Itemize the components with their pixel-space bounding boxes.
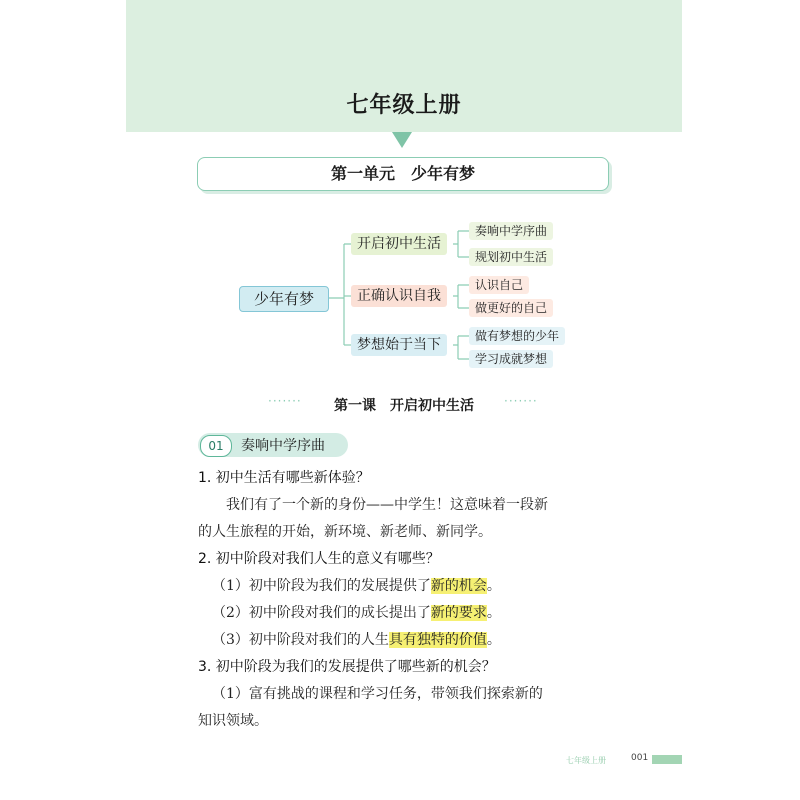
answer-punct: 。 bbox=[486, 578, 501, 594]
mindmap-leaf: 做更好的自己 bbox=[469, 299, 553, 317]
body-content bbox=[198, 465, 618, 735]
connector-b1-leaves bbox=[453, 231, 469, 257]
answer-2-1 bbox=[198, 573, 618, 600]
lesson-dots-right: ······· bbox=[504, 394, 538, 408]
page bbox=[126, 0, 682, 800]
connector-b3-leaves bbox=[453, 336, 469, 359]
section-number: 01 bbox=[200, 435, 232, 457]
highlight: 新的要求 bbox=[430, 605, 487, 621]
answer-3-line-1: （1）富有挑战的课程和学习任务，带领我们探索新的 bbox=[212, 686, 543, 702]
mindmap-root: 少年有梦 bbox=[239, 286, 329, 312]
lesson-title: 第一课 开启初中生活 bbox=[334, 398, 474, 414]
answer-text: （3）初中阶段对我们的人生 bbox=[212, 632, 389, 648]
answer-1-line-1: 我们有了一个新的身份——中学生！这意味着一段新 bbox=[226, 497, 548, 513]
mindmap-branch-3: 梦想始于当下 bbox=[351, 334, 447, 356]
page-number: 001 bbox=[631, 753, 649, 763]
highlight: 新的机会 bbox=[430, 578, 487, 594]
section-title: 奏响中学序曲 bbox=[241, 438, 325, 454]
question-1: 1. 初中生活有哪些新体验？ bbox=[198, 470, 370, 486]
answer-2-2 bbox=[198, 600, 618, 627]
footer-bar bbox=[652, 755, 682, 764]
answer-punct: 。 bbox=[486, 605, 501, 621]
question-2: 2. 初中阶段对我们人生的意义有哪些？ bbox=[198, 551, 440, 567]
book-title: 七年级上册 bbox=[346, 93, 462, 118]
connector-b2-leaves bbox=[453, 285, 469, 308]
footer-book-label: 七年级上册 bbox=[566, 756, 606, 765]
mindmap-leaf: 规划初中生活 bbox=[469, 248, 553, 266]
mindmap-leaf: 认识自己 bbox=[469, 276, 529, 294]
mindmap-leaf: 学习成就梦想 bbox=[469, 350, 553, 368]
mindmap-leaf: 奏响中学序曲 bbox=[469, 222, 553, 240]
mindmap-branch-1: 开启初中生活 bbox=[351, 233, 447, 255]
mindmap-branch-2: 正确认识自我 bbox=[351, 285, 447, 307]
answer-2-3 bbox=[198, 627, 618, 654]
mindmap-leaf: 做有梦想的少年 bbox=[469, 327, 565, 345]
answer-text: （1）初中阶段为我们的发展提供了 bbox=[212, 578, 431, 594]
arrow-down-icon bbox=[392, 132, 412, 148]
answer-3-line-2: 知识领域。 bbox=[198, 713, 268, 729]
answer-punct: 。 bbox=[486, 632, 501, 648]
answer-1-line-2: 的人生旅程的开始，新环境、新老师、新同学。 bbox=[198, 524, 492, 540]
connector-b1 bbox=[339, 244, 351, 298]
lesson-dots-left: ······· bbox=[268, 394, 302, 408]
question-3: 3. 初中阶段为我们的发展提供了哪些新的机会？ bbox=[198, 659, 496, 675]
answer-text: （2）初中阶段对我们的成长提出了 bbox=[212, 605, 431, 621]
unit-title: 第一单元 少年有梦 bbox=[197, 157, 609, 191]
highlight: 具有独特的价值 bbox=[388, 632, 487, 648]
